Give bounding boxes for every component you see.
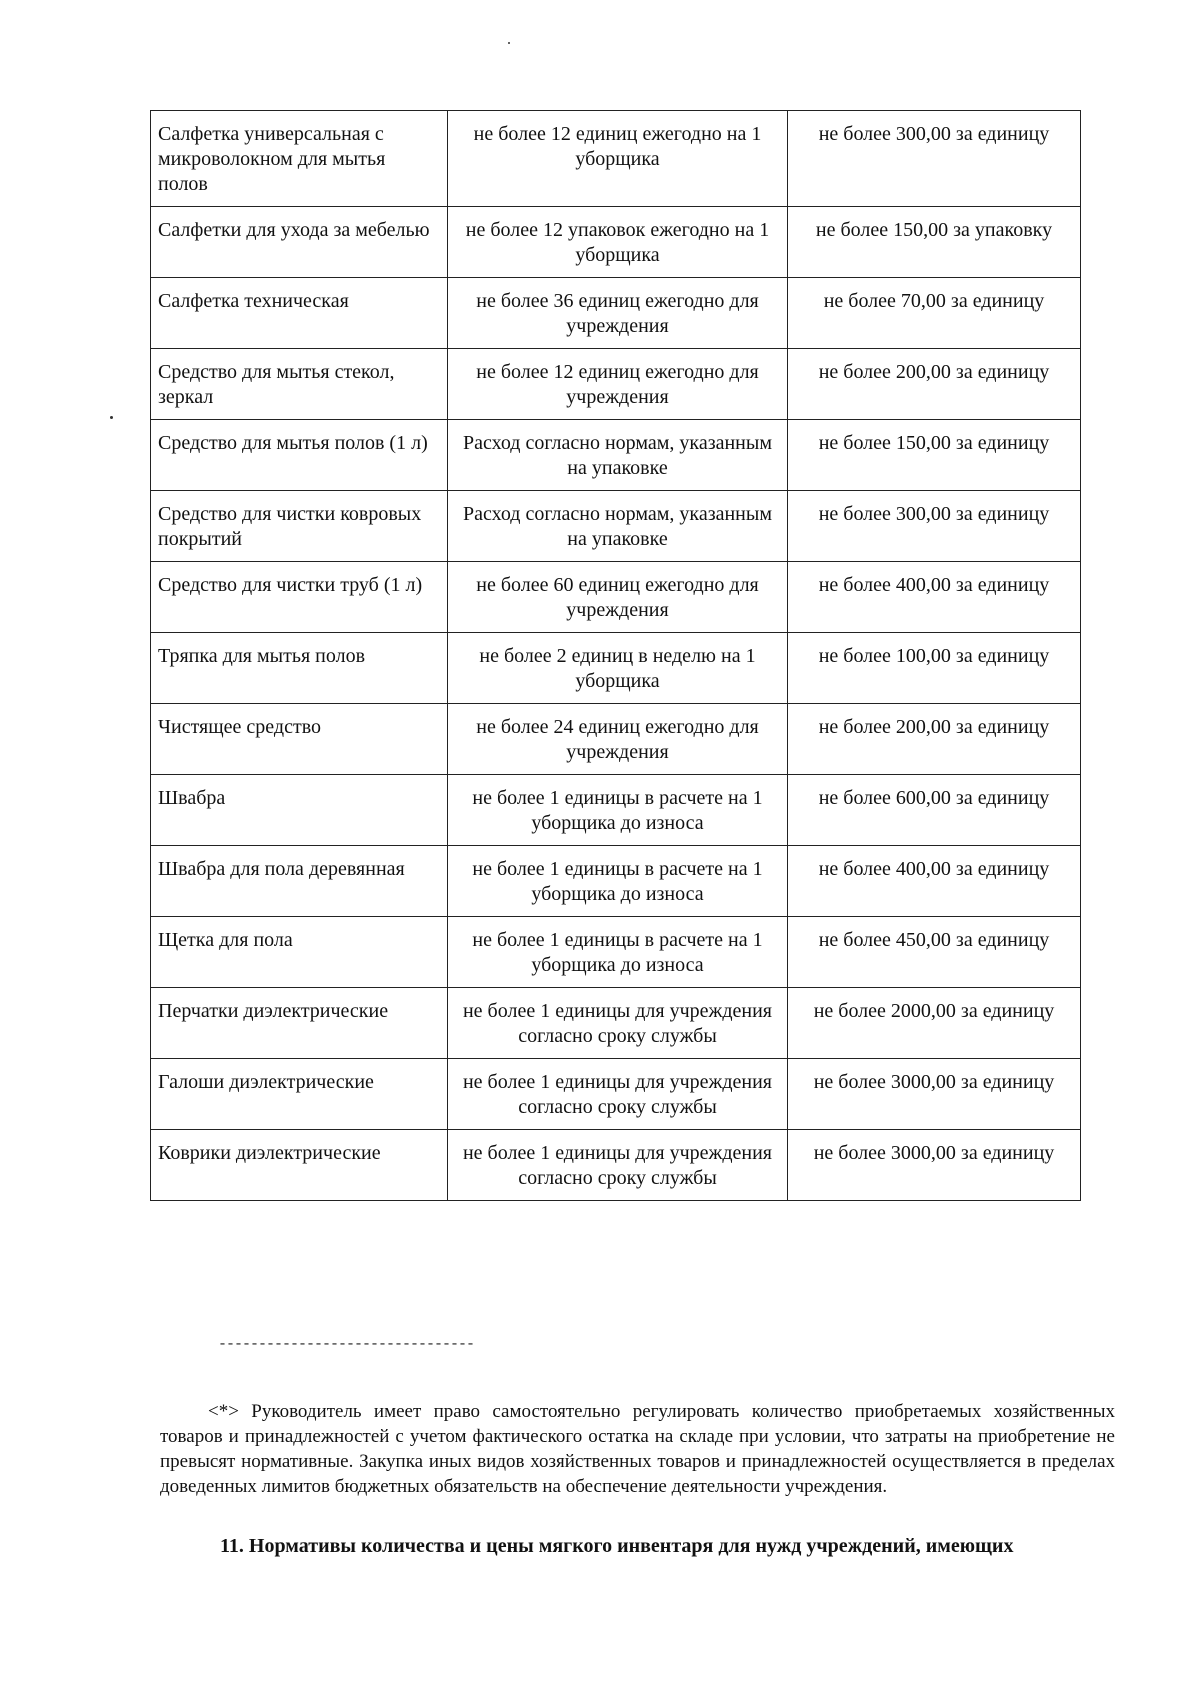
norms-table xyxy=(150,110,1081,1201)
item-name-cell: Галоши диэлектрические xyxy=(151,1059,448,1130)
price-norm-cell: не более 400,00 за единицу xyxy=(788,562,1081,633)
quantity-norm-cell: не более 1 единицы для учреждения согласно сроку службы xyxy=(448,988,788,1059)
norms-table-body xyxy=(151,111,1081,1201)
scan-speck xyxy=(508,42,510,44)
table-row xyxy=(151,111,1081,207)
price-norm-cell: не более 600,00 за единицу xyxy=(788,775,1081,846)
quantity-norm-cell: не более 1 единицы для учреждения согласно сроку службы xyxy=(448,1059,788,1130)
quantity-norm-cell: не более 1 единицы для учреждения согласно сроку службы xyxy=(448,1130,788,1201)
quantity-norm-cell: не более 24 единиц ежегодно для учреждения xyxy=(448,704,788,775)
item-name-cell: Средство для мытья стекол, зеркал xyxy=(151,349,448,420)
table-row xyxy=(151,988,1081,1059)
quantity-norm-cell: не более 1 единицы в расчете на 1 уборщика до износа xyxy=(448,775,788,846)
quantity-norm-cell: не более 12 единиц ежегодно для учреждения xyxy=(448,349,788,420)
table-row xyxy=(151,633,1081,704)
price-norm-cell: не более 100,00 за единицу xyxy=(788,633,1081,704)
scan-speck xyxy=(110,416,113,419)
price-norm-cell: не более 3000,00 за единицу xyxy=(788,1059,1081,1130)
price-norm-cell: не более 150,00 за упаковку xyxy=(788,207,1081,278)
quantity-norm-cell: Расход согласно нормам, указанным на упаковке xyxy=(448,491,788,562)
item-name-cell: Перчатки диэлектрические xyxy=(151,988,448,1059)
price-norm-cell: не более 70,00 за единицу xyxy=(788,278,1081,349)
table-row xyxy=(151,349,1081,420)
item-name-cell: Средство для мытья полов (1 л) xyxy=(151,420,448,491)
quantity-norm-cell: не более 60 единиц ежегодно для учреждения xyxy=(448,562,788,633)
price-norm-cell: не более 300,00 за единицу xyxy=(788,491,1081,562)
table-row xyxy=(151,278,1081,349)
table-row xyxy=(151,562,1081,633)
section-heading: 11. Нормативы количества и цены мягкого инвентаря для нужд учреждений, имеющих xyxy=(220,1535,1014,1557)
footnote-text: <*> Руководитель имеет право самостоятельно регулировать количество приобретаемых хозяйственных товаров и принадлежностей с учетом фактического остатка на складе при условии, что затраты на приобретение не превысят нормативные. Закупка иных видов хозяйственных товаров и принадлежностей осуществляется в пределах доведенных лимитов бюджетных обязательств на обеспечение деятельности учреждения. xyxy=(160,1401,1115,1497)
table-row xyxy=(151,917,1081,988)
table-row xyxy=(151,1130,1081,1201)
price-norm-cell: не более 200,00 за единицу xyxy=(788,704,1081,775)
quantity-norm-cell: не более 36 единиц ежегодно для учреждения xyxy=(448,278,788,349)
price-norm-cell: не более 3000,00 за единицу xyxy=(788,1130,1081,1201)
table-row xyxy=(151,704,1081,775)
quantity-norm-cell: не более 2 единиц в неделю на 1 уборщика xyxy=(448,633,788,704)
price-norm-cell: не более 2000,00 за единицу xyxy=(788,988,1081,1059)
item-name-cell: Тряпка для мытья полов xyxy=(151,633,448,704)
item-name-cell: Салфетка универсальная с микроволокном для мытья полов xyxy=(151,111,448,207)
table-row xyxy=(151,491,1081,562)
price-norm-cell: не более 450,00 за единицу xyxy=(788,917,1081,988)
item-name-cell: Салфетки для ухода за мебелью xyxy=(151,207,448,278)
item-name-cell: Салфетка техническая xyxy=(151,278,448,349)
quantity-norm-cell: не более 1 единицы в расчете на 1 уборщика до износа xyxy=(448,917,788,988)
table-row xyxy=(151,846,1081,917)
quantity-norm-cell: не более 1 единицы в расчете на 1 уборщика до износа xyxy=(448,846,788,917)
item-name-cell: Чистящее средство xyxy=(151,704,448,775)
table-row xyxy=(151,1059,1081,1130)
price-norm-cell: не более 150,00 за единицу xyxy=(788,420,1081,491)
table-row xyxy=(151,775,1081,846)
item-name-cell: Швабра для пола деревянная xyxy=(151,846,448,917)
item-name-cell: Средство для чистки труб (1 л) xyxy=(151,562,448,633)
item-name-cell: Щетка для пола xyxy=(151,917,448,988)
price-norm-cell: не более 400,00 за единицу xyxy=(788,846,1081,917)
item-name-cell: Коврики диэлектрические xyxy=(151,1130,448,1201)
item-name-cell: Швабра xyxy=(151,775,448,846)
footnote-separator: -------------------------------- xyxy=(218,1336,475,1353)
table-row xyxy=(151,207,1081,278)
quantity-norm-cell: не более 12 единиц ежегодно на 1 уборщика xyxy=(448,111,788,207)
table-row xyxy=(151,420,1081,491)
price-norm-cell: не более 200,00 за единицу xyxy=(788,349,1081,420)
price-norm-cell: не более 300,00 за единицу xyxy=(788,111,1081,207)
quantity-norm-cell: не более 12 упаковок ежегодно на 1 уборщика xyxy=(448,207,788,278)
quantity-norm-cell: Расход согласно нормам, указанным на упаковке xyxy=(448,420,788,491)
item-name-cell: Средство для чистки ковровых покрытий xyxy=(151,491,448,562)
